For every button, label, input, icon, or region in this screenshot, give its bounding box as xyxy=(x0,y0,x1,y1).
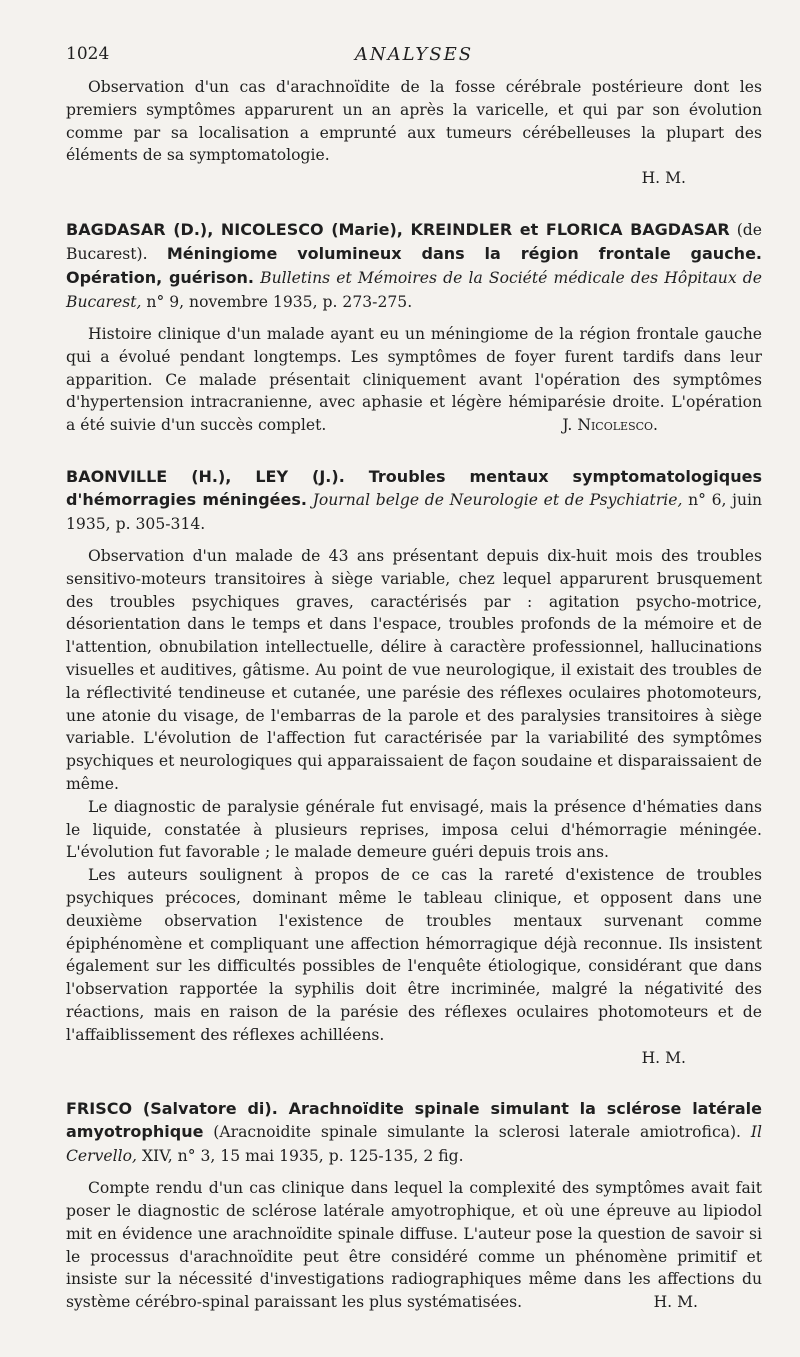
entry-journal: Journal belge de Neurologie et de Psychiatrie, xyxy=(306,490,683,509)
entry-bagdasar xyxy=(66,218,762,437)
page-number: 1024 xyxy=(66,44,110,64)
entry-paragraph: Les auteurs soulignent à propos de ce cas la rareté d'existence de troubles psychiques précoces, dominant même le tableau clinique, et opposent dans une deuxième observation l'existence de troubles mentaux survenant comme épiphénomène et compliquant une affection hémorragique déjà reconnue. Ils insistent également sur les difficultés possibles de l'enquête étiologique, considérant que dans l'observation rapportée la syphilis doit être incriminée, malgré la négativité des réactions, mais en raison de la parésie des réflexes oculaires photomoteurs et de l'affaiblissement des réflexes achilléens. xyxy=(66,866,762,1044)
entry-authors: BAONVILLE (H.), LEY (J.). xyxy=(66,466,345,486)
signature: J. Nicolesco. xyxy=(562,416,658,435)
signature: H. M. xyxy=(641,169,686,188)
entry-details: XIV, n° 3, 15 mai 1935, p. 125-135, 2 fig. xyxy=(136,1147,464,1166)
entry-text: Compte rendu d'un cas clinique dans lequel la complexité des symptômes avait fait poser le diagnostic de sclérose latérale amyotrophique, et où une épreuve au lipiodol mit en évidence une arachnoïdite spinale diffuse. L'auteur pose la question de savoir si le processus d'arachnoïdite peut être considéré comme un phénomène primitif et insiste sur la nécessité d'investigations radiographiques même dans les affections du système cérébro-spinal paraissant les plus systématisées. xyxy=(66,1179,762,1312)
entry-authors: BAGDASAR (D.), NICOLESCO (Marie), KREINDLER et FLORICA BAGDASAR xyxy=(66,219,730,239)
entry-continuation xyxy=(66,76,762,190)
entry-details: n° 6, juin 1935, p. 305-314. xyxy=(66,490,763,533)
entry-heading xyxy=(66,1097,762,1168)
page-header xyxy=(66,40,762,70)
signature-line xyxy=(66,167,762,190)
signature: H. M. xyxy=(641,1048,686,1067)
running-head: ANALYSES xyxy=(354,44,474,65)
entry-title: Méningiome volumineux dans la région frontale gauche. Opération, guérison. xyxy=(66,243,763,287)
entry-title: Troubles mentaux symptomatologiques d'hémorragies méningées. xyxy=(66,466,762,509)
entry-baonville xyxy=(66,465,762,1069)
entry-heading xyxy=(66,465,762,536)
entry-text: Histoire clinique d'un malade ayant eu un méningiome de la région frontale gauche qui a évolué pendant longtemps. Les symptômes de foyer furent tardifs dans leur apparition. Ce malade présentait cliniquement avant l'opération des symptômes d'hypertension intracranienne, avec aphasie et légère hémiparésie droite. L'opération a été suivie d'un succès complet. xyxy=(66,324,762,435)
entry-paragraph: Le diagnostic de paralysie générale fut envisagé, mais la présence d'hématies dans le liquide, constatée à plusieurs reprises, imposa celui d'hémorragie méningée. L'évolution fut favorable ; le malade demeure guéri depuis trois ans. xyxy=(66,797,762,862)
entry-heading xyxy=(66,218,762,314)
signature: H. M. xyxy=(653,1293,698,1312)
entry-title: Arachnoïdite spinale simulant la sclérose latérale amyotrophique xyxy=(66,1099,762,1142)
entry-frisco xyxy=(66,1097,762,1314)
entry-text: Observation d'un cas d'arachnoïdite de la fosse cérébrale postérieure dont les premiers symptômes apparurent un an après la varicelle, et qui par son évolution comme par sa localisation a emprunté aux tumeurs cérébelleuses la plupart des éléments de sa symptomatologie. xyxy=(66,78,762,165)
signature-line xyxy=(66,1047,762,1070)
entry-authors: FRISCO (Salvatore di). xyxy=(66,1099,278,1119)
entry-origin: (de Bucarest). xyxy=(66,220,762,263)
entry-journal: Il Cervello, xyxy=(66,1123,762,1166)
entry-details: n° 9, novembre 1935, p. 273-275. xyxy=(141,292,413,311)
entry-paragraph: Observation d'un malade de 43 ans présentant depuis dix-huit mois des troubles sensitivo-moteurs transitoires à siège variable, chez lequel apparurent brusquement des troubles psychiques graves, caractérisés par : agitation psycho-motrice, désorientation dans le temps et dans l'espace, troubles profonds de la mémoire et de l'attention, obnubilation intellectuelle, délire à caractère professionnel, hallucinations visuelles et auditives, gâtisme. Au point de vue neurologique, il existait des troubles de la réflectivité tendineuse et cutanée, une parésie des réflexes oculaires photomoteurs, une atonie du visage, de l'embarras de la parole et des paralysies transitoires à siège variable. L'évolution de l'affection fut caractérisée par la variabilité des symptômes psychiques et neurologiques qui apparaissaient de façon soudaine et disparaissaient de même. xyxy=(66,546,762,793)
entry-journal: Bulletins et Mémoires de la Société médicale des Hôpitaux de Bucarest, xyxy=(66,268,762,311)
entry-origin: (Aracnoidite spinale simulante la sclerosi laterale amiotrofica). xyxy=(203,1123,742,1142)
